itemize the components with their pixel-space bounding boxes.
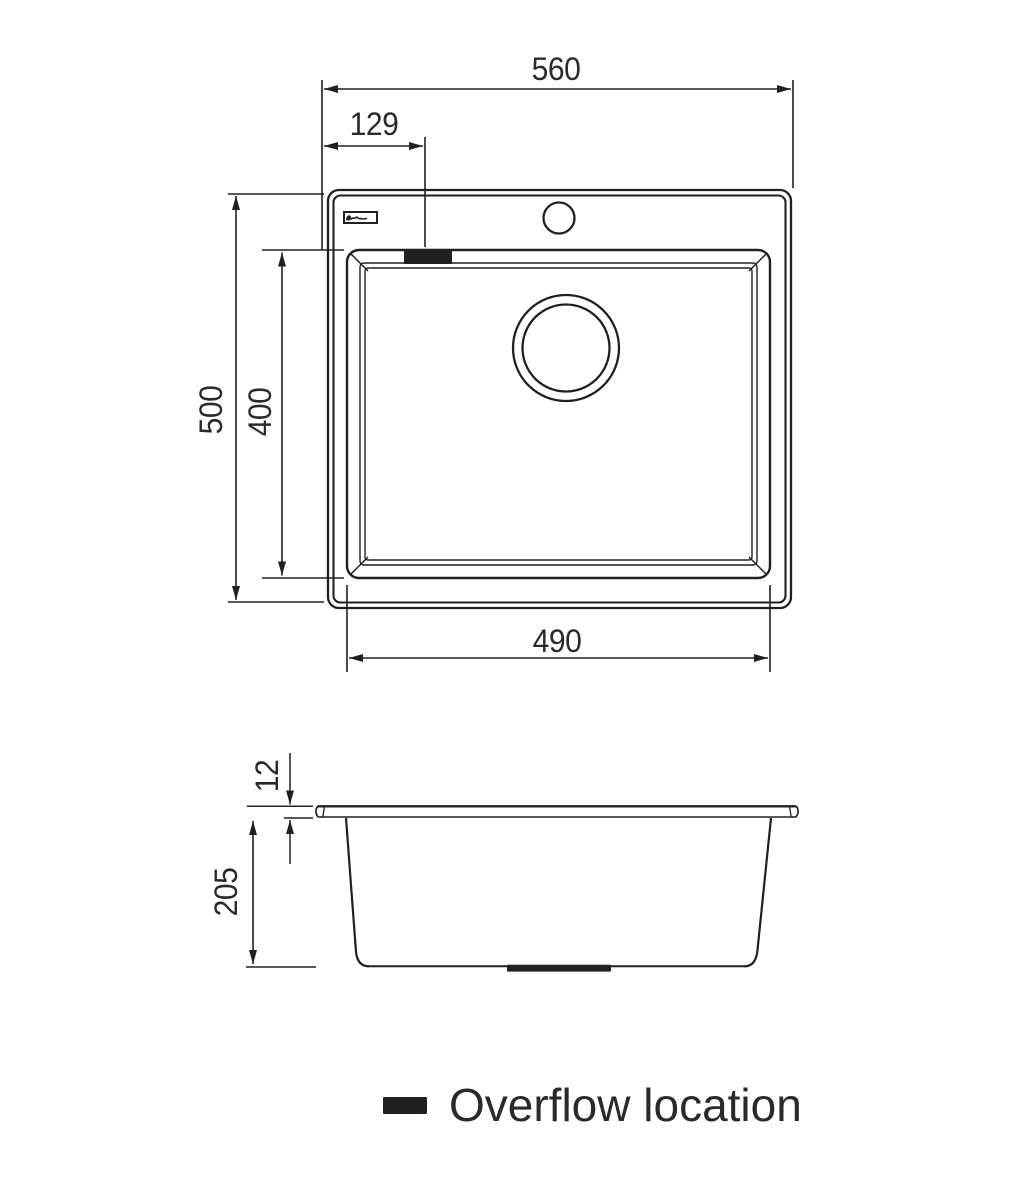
bowl-outline	[347, 250, 770, 578]
dim-205-lines	[246, 821, 316, 967]
brand-logo	[343, 211, 378, 224]
side-view	[246, 753, 798, 972]
bowl-corner-chamfers	[351, 254, 767, 575]
dim-label-overall-width: 560	[531, 51, 581, 87]
dim-label-bowl-depth: 400	[242, 387, 278, 437]
dim-label-overflow-offset: 129	[349, 106, 399, 142]
dim-label-bowl-height: 205	[208, 867, 244, 917]
dim-label-bowl-width: 490	[532, 623, 582, 659]
dim-label-overall-depth: 500	[193, 385, 229, 435]
overflow-marker	[404, 251, 452, 264]
drain-outlet	[513, 295, 619, 401]
dim-129-lines	[324, 137, 425, 247]
top-view	[228, 80, 793, 672]
overflow-swatch-icon	[383, 1097, 427, 1114]
drain-recess	[507, 965, 611, 972]
brand-logo-script-icon	[345, 213, 376, 222]
bowl-profile	[346, 818, 771, 972]
dim-label-rim-thickness: 12	[249, 759, 285, 793]
legend	[383, 1079, 802, 1131]
faucet-hole	[544, 203, 575, 234]
legend-label: Overflow location	[449, 1079, 802, 1131]
rim-profile	[316, 806, 798, 817]
sink-rim-outline	[328, 190, 791, 608]
